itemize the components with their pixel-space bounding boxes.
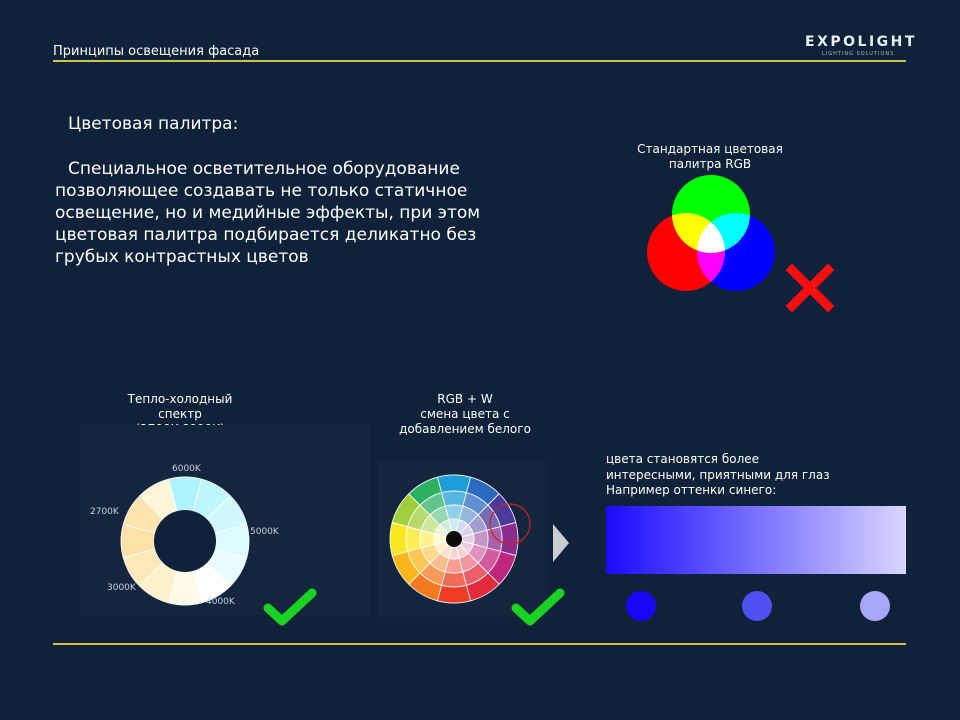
blue-gradient-bar bbox=[606, 506, 906, 574]
header-divider bbox=[53, 60, 906, 62]
rgbw-wheel-segment bbox=[442, 491, 467, 506]
blue-swatch-dark bbox=[626, 591, 656, 621]
rgb-caption-line-2: палитра RGB bbox=[668, 157, 752, 171]
warm-cold-caption-line-2: спектр bbox=[158, 407, 202, 421]
check-icon bbox=[262, 588, 318, 628]
page-title: Принципы освещения фасада bbox=[53, 44, 260, 59]
check-icon bbox=[510, 588, 566, 628]
section-heading: Цветовая палитра: bbox=[68, 114, 239, 134]
rgb-venn-diagram bbox=[640, 172, 790, 294]
cross-icon bbox=[786, 264, 834, 312]
rgbw-caption bbox=[385, 392, 545, 437]
warm-cold-caption-line-1: Тепло-холодный bbox=[127, 392, 233, 406]
rgbw-wheel-segment bbox=[437, 585, 470, 603]
tick-6000k: 6000K bbox=[172, 464, 201, 474]
rgb-caption-line-1: Стандартная цветовая bbox=[637, 142, 783, 156]
rgbw-caption-line-1: RGB + W bbox=[437, 392, 493, 406]
rgbw-caption-line-2: смена цвета с bbox=[420, 407, 510, 421]
arrow-right-icon bbox=[551, 522, 571, 564]
footer-divider bbox=[53, 643, 906, 645]
rgbw-wheel-segment bbox=[442, 572, 467, 587]
blue-swatch-light bbox=[860, 591, 890, 621]
rgb-caption bbox=[620, 142, 800, 172]
blue-swatch-medium bbox=[742, 591, 772, 621]
rgbw-wheel-segment bbox=[437, 475, 470, 493]
warm-cold-ring bbox=[118, 474, 252, 608]
highlight-circle-icon bbox=[487, 501, 533, 547]
brand-tagline: LIGHTING SOLUTIONS bbox=[822, 51, 895, 57]
intro-paragraph bbox=[55, 158, 525, 268]
brand-logo: EXPOLIGHT bbox=[805, 34, 917, 50]
tick-4000k: 4000K bbox=[206, 597, 235, 607]
blue-note-line-1: цвета становятся более bbox=[606, 452, 759, 466]
blue-note bbox=[606, 452, 906, 499]
warm-cold-ring-hole bbox=[154, 510, 216, 572]
tick-3000k: 3000K bbox=[107, 583, 136, 593]
rgbw-wheel-segment bbox=[390, 522, 408, 555]
intro-text: Специальное осветительное оборудование позволяющее создавать не только статичное освещение, но и медийные эффекты, при этом цветовая палитра подбирается деликатно без грубых контрастных цветов bbox=[55, 159, 481, 267]
blue-note-line-3: Например оттенки синего: bbox=[606, 483, 777, 497]
rgbw-wheel-segment bbox=[406, 527, 421, 552]
blue-note-line-2: интересными, приятными для глаз bbox=[606, 467, 830, 482]
rgbw-wheel-center bbox=[446, 531, 462, 547]
rgbw-caption-line-3: добавлением белого bbox=[399, 422, 531, 436]
rgb-blue-circle bbox=[697, 213, 775, 291]
tick-2700k: 2700K bbox=[90, 507, 119, 517]
tick-5000k: 5000K bbox=[250, 527, 279, 537]
